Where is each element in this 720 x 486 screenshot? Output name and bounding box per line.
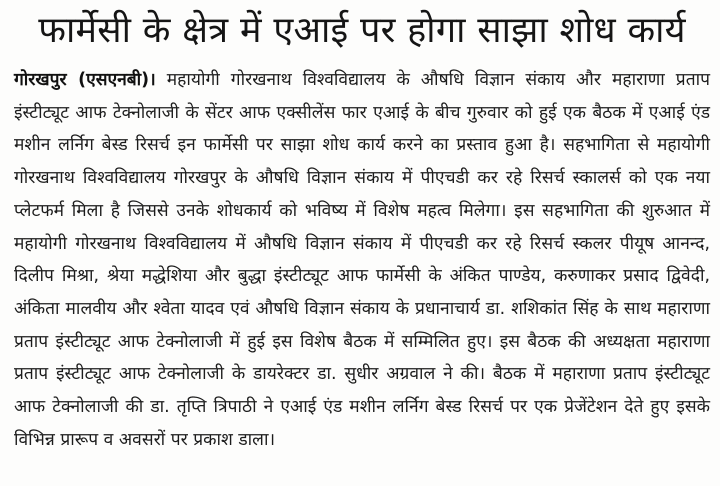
dateline: गोरखपुर (एसएनबी)।	[14, 70, 156, 90]
article-body	[14, 64, 710, 456]
article-body-text: महायोगी गोरखनाथ विश्वविद्यालय के औषधि विज्ञान संकाय और महाराणा प्रताप इंस्टीट्यूट आफ टेक्नोलाजी के सेंटर आफ एक्सीलेंस फार एआई के बीच गुरुवार को हुई एक बैठक में एआई एंड मशीन लर्निग बेस्ड रिसर्च इन फार्मेसी पर साझा शोध कार्य करने का प्रस्ताव हुआ है। सहभागिता से महायोगी गोरखनाथ विश्वविद्यालय गोरखपुर के औषधि विज्ञान संकाय में पीएचडी कर रहे रिसर्च स्कालर्स को एक नया प्लेटफर्म मिला है जिससे उनके शोधकार्य को भविष्य में विशेष महत्व मिलेगा। इस सहभागिता की शुरुआत में महायोगी गोरखनाथ विश्वविद्यालय में औषधि विज्ञान संकाय में पीएचडी कर रहे रिसर्च स्कलर पीयूष आनन्द, दिलीप मिश्रा, श्रेया मद्धेशिया और बुद्धा इंस्टीट्यूट आफ फार्मेसी के अंकित पाण्डेय, करुणाकर प्रसाद द्विवेदी, अंकिता मालवीय और श्वेता यादव एवं औषधि विज्ञान संकाय के प्रधानाचार्य डा. शशिकांत सिंह के साथ महाराणा प्रताप इंस्टीट्यूट आफ टेक्नोलाजी में हुई इस विशेष बैठक में सम्मिलित हुए। इस बैठक की अध्यक्षता महाराणा प्रताप इंस्टीट्यूट आफ टेक्नोलाजी के डायरेक्टर डा. सुधीर अग्रवाल ने की। बैठक में महाराणा प्रताप इंस्टीट्यूट आफ टेक्नोलाजी की डा. तृप्ति त्रिपाठी ने एआई एंड मशीन लर्निग बेस्ड रिसर्च पर एक प्रेजेंटेशन देते हुए इसके विभिन्न प्रारूप व अवसरों पर प्रकाश डाला।	[14, 70, 710, 450]
headline: फार्मेसी के क्षेत्र में एआई पर होगा साझा शोध कार्य	[38, 10, 686, 51]
